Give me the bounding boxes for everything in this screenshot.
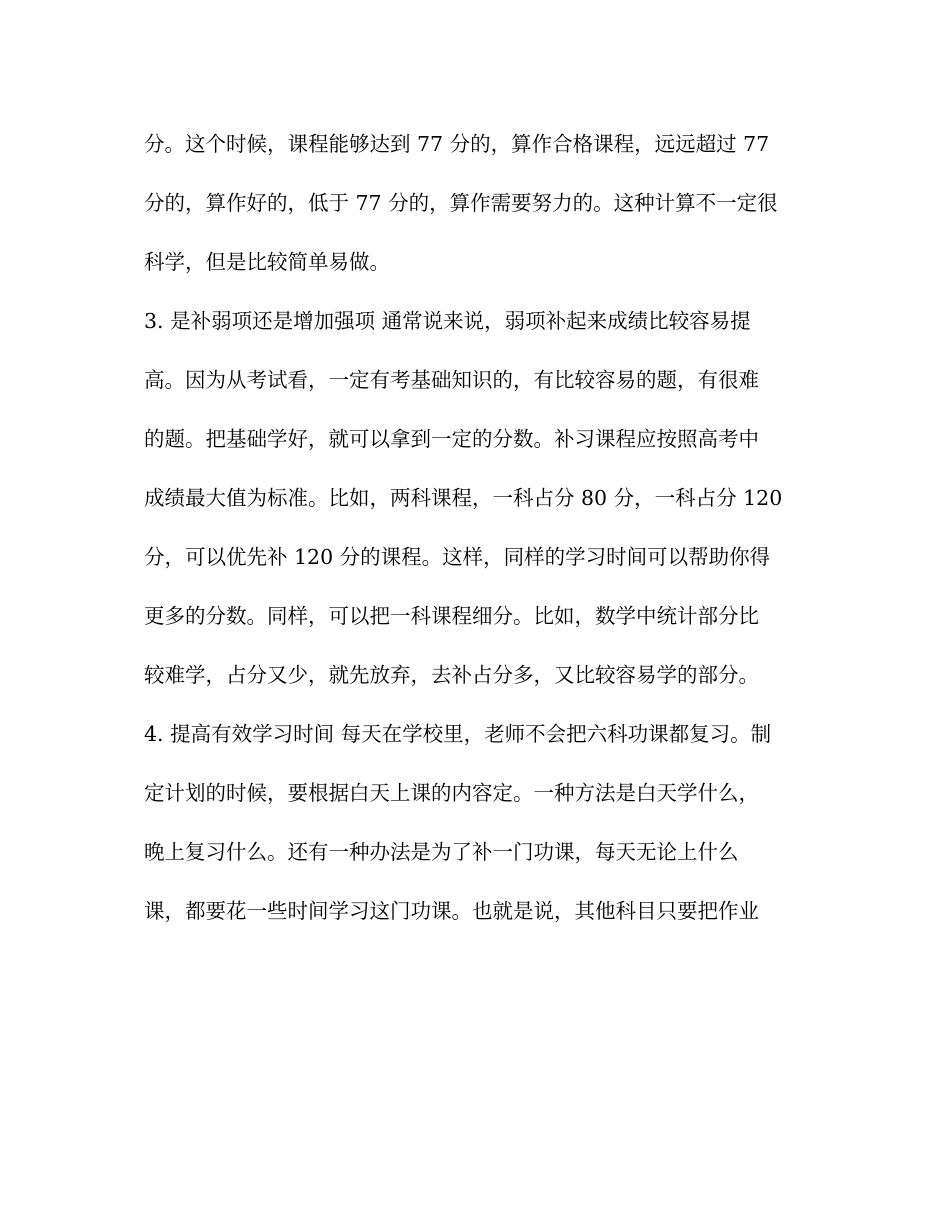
text-line: 的题。把基础学好，就可以拿到一定的分数。补习课程应按照高考中 xyxy=(144,427,759,451)
text-line: 4. 提高有效学习时间 每天在学校里，老师不会把六科功课都复习。制 xyxy=(144,722,772,746)
text-line: 高。因为从考试看，一定有考基础知识的，有比较容易的题，有很难 xyxy=(144,368,759,392)
text-line: 较难学，占分又少，就先放弃，去补占分多，又比较容易学的部分。 xyxy=(144,663,759,687)
text-line: 分的，算作好的，低于 77 分的，算作需要努力的。这种计算不一定很 xyxy=(144,191,778,215)
text-line: 晚上复习什么。还有一种办法是为了补一门功课，每天无论上什么 xyxy=(144,840,739,864)
text-line: 成绩最大值为标准。比如，两科课程，一科占分 80 分，一科占分 120 xyxy=(144,486,783,510)
text-line: 更多的分数。同样，可以把一科课程细分。比如，数学中统计部分比 xyxy=(144,604,759,628)
text-line: 分，可以优先补 120 分的课程。这样，同样的学习时间可以帮助你得 xyxy=(144,545,771,569)
document-body-text xyxy=(144,122,814,948)
text-line: 课，都要花一些时间学习这门功课。也就是说，其他科目只要把作业 xyxy=(144,899,759,923)
text-line: 定计划的时候，要根据白天上课的内容定。一种方法是白天学什么， xyxy=(144,781,759,805)
text-line: 3. 是补弱项还是增加强项 通常说来说，弱项补起来成绩比较容易提 xyxy=(144,309,751,333)
text-line: 科学，但是比较简单易做。 xyxy=(144,250,390,274)
text-line: 分。这个时候，课程能够达到 77 分的，算作合格课程，远远超过 77 xyxy=(144,132,770,156)
